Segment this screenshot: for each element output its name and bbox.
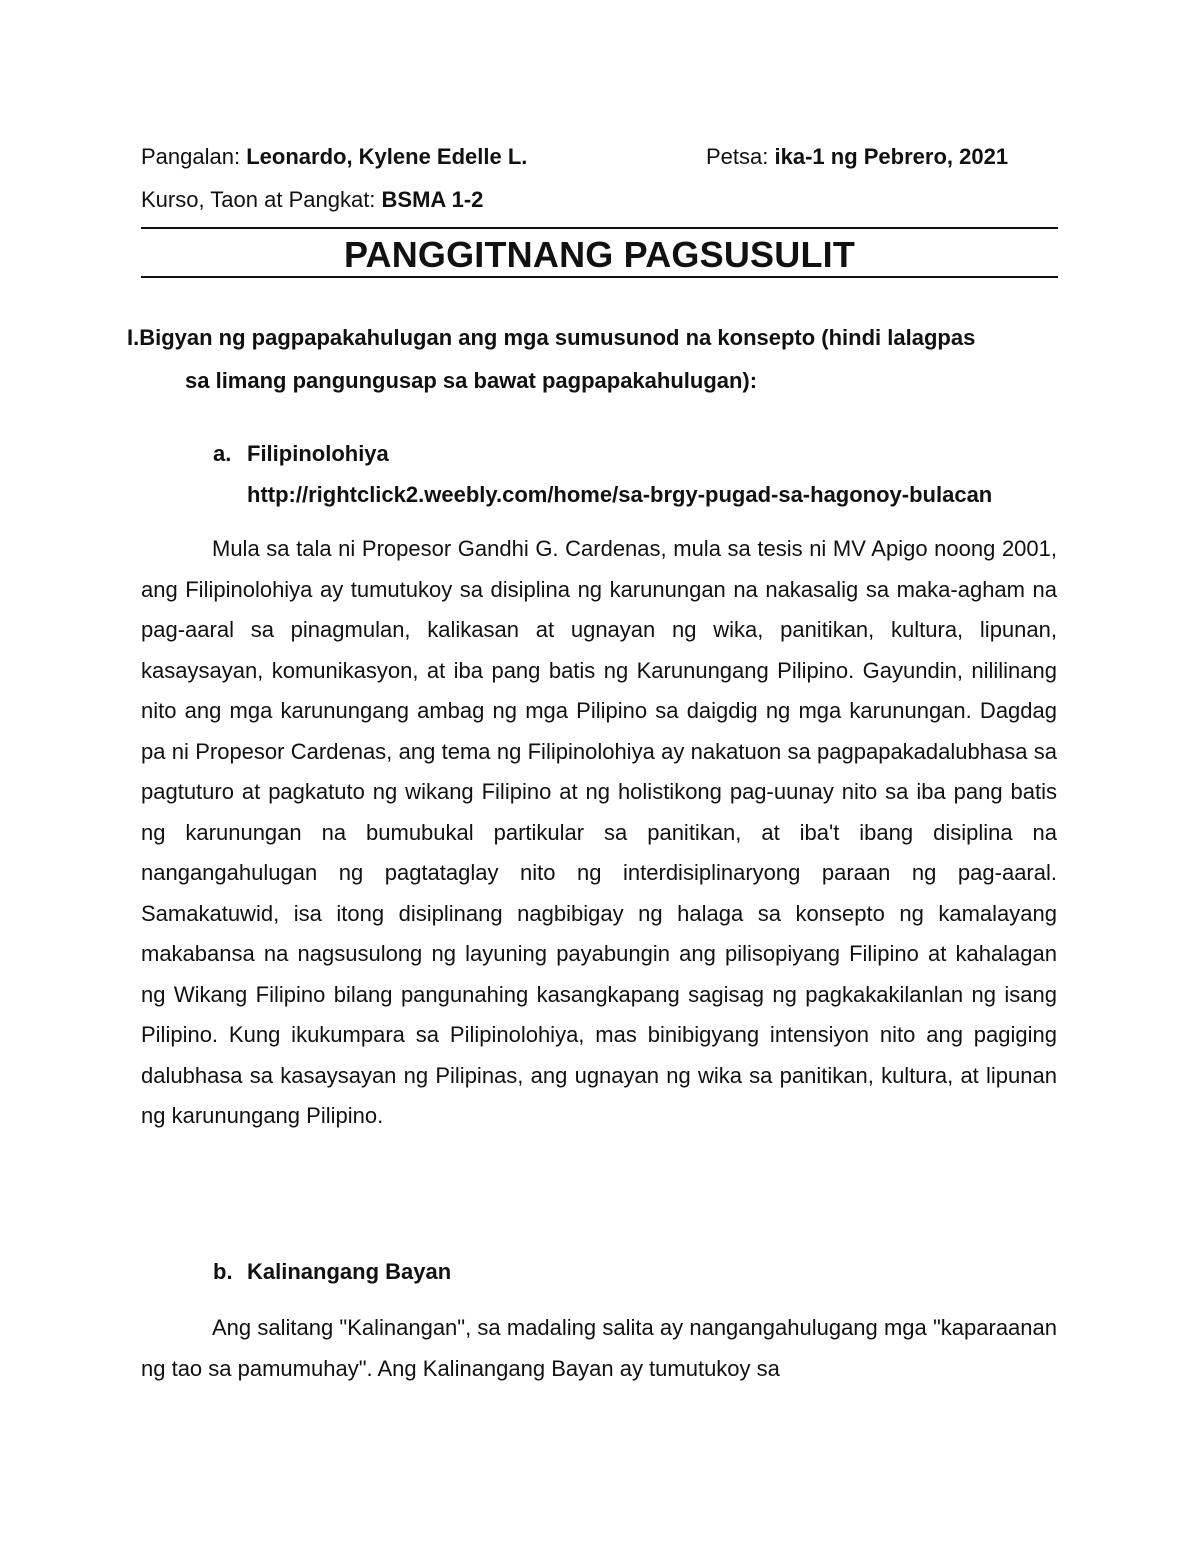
course-line bbox=[141, 186, 483, 214]
name-label: Pangalan: bbox=[141, 144, 241, 169]
instruction-line-2: sa limang pangungusap sa bawat pagpapakahulugan): bbox=[185, 368, 758, 393]
date-line bbox=[706, 143, 1008, 171]
course-label: Kurso, Taon at Pangkat: bbox=[141, 187, 376, 212]
instruction-line-1: I.Bigyan ng pagpapakahulugan ang mga sumusunod na konsepto (hindi lalagpas bbox=[127, 325, 976, 350]
section-a-paragraph: Mula sa tala ni Propesor Gandhi G. Cardenas, mula sa tesis ni MV Apigo noong 2001, ang Filipinolohiya ay tumutukoy sa disiplina ng karunungan na nakasalig sa maka-agham na pag-aaral sa pinagmulan, kalikasan at ugnayan ng wika, panitikan, kultura, lipunan, kasaysayan, komunikasyon, at iba pang batis ng Karunungang Pilipino. Gayundin, nililinang nito ang mga karunungang ambag ng mga Pilipino sa daigdig ng mga karunungan. Dagdag pa ni Propesor Cardenas, ang tema ng Filipinolohiya ay nakatuon sa pagpapakadalubhasa sa pagtuturo at pagkatuto ng wikang Filipino at ng holistikong pag-uunay nito sa iba pang batis ng karunungan na bumubukal partikular sa panitikan, at iba't ibang disiplina na nangangahulugan ng pagtataglay nito ng interdisiplinaryong paraan ng pag-aaral. Samakatuwid, isa itong disiplinang nagbibigay ng halaga sa konsepto ng kamalayang makabansa na nagsusulong ng layuning payabungin ang pilisopiyang Filipino at kahalagan ng Wikang Filipino bilang pangunahing kasangkapang sagisag ng pagkakakilanlan ng isang Pilipino. Kung ikukumpara sa Pilipinolohiya, mas binibigyang intensiyon nito ang pagiging dalubhasa sa kasaysayan ng Pilipinas, ang ugnayan ng wika sa panitikan, kultura, at lipunan ng karunungang Pilipino. bbox=[141, 536, 1057, 1128]
section-a-source-url: http://rightclick2.weebly.com/home/sa-brgy-pugad-sa-hagonoy-bulacan bbox=[247, 482, 993, 507]
section-a-letter: a. bbox=[213, 441, 232, 466]
section-a-heading bbox=[213, 440, 389, 468]
name-value: Leonardo, Kylene Edelle L. bbox=[246, 144, 528, 169]
date-value: ika-1 ng Pebrero, 2021 bbox=[774, 144, 1009, 169]
section-b-title: Kalinangang Bayan bbox=[247, 1259, 452, 1284]
name-line bbox=[141, 143, 527, 171]
title-top-rule bbox=[141, 227, 1058, 229]
section-b-heading bbox=[213, 1258, 451, 1286]
section-b-paragraph: Ang salitang "Kalinangan", sa madaling salita ay nangangahulugang mga "kaparaanan ng tao sa pamumuhay". Ang Kalinangang Bayan ay tumutukoy sa bbox=[141, 1315, 1057, 1381]
course-value: BSMA 1-2 bbox=[381, 187, 484, 212]
section-b-letter: b. bbox=[213, 1259, 233, 1284]
date-label: Petsa: bbox=[706, 144, 769, 169]
instruction bbox=[127, 316, 1067, 402]
section-a-title: Filipinolohiya bbox=[247, 441, 389, 466]
title-bottom-rule bbox=[141, 276, 1058, 278]
page-title: PANGGITNANG PAGSUSULIT bbox=[343, 234, 856, 275]
